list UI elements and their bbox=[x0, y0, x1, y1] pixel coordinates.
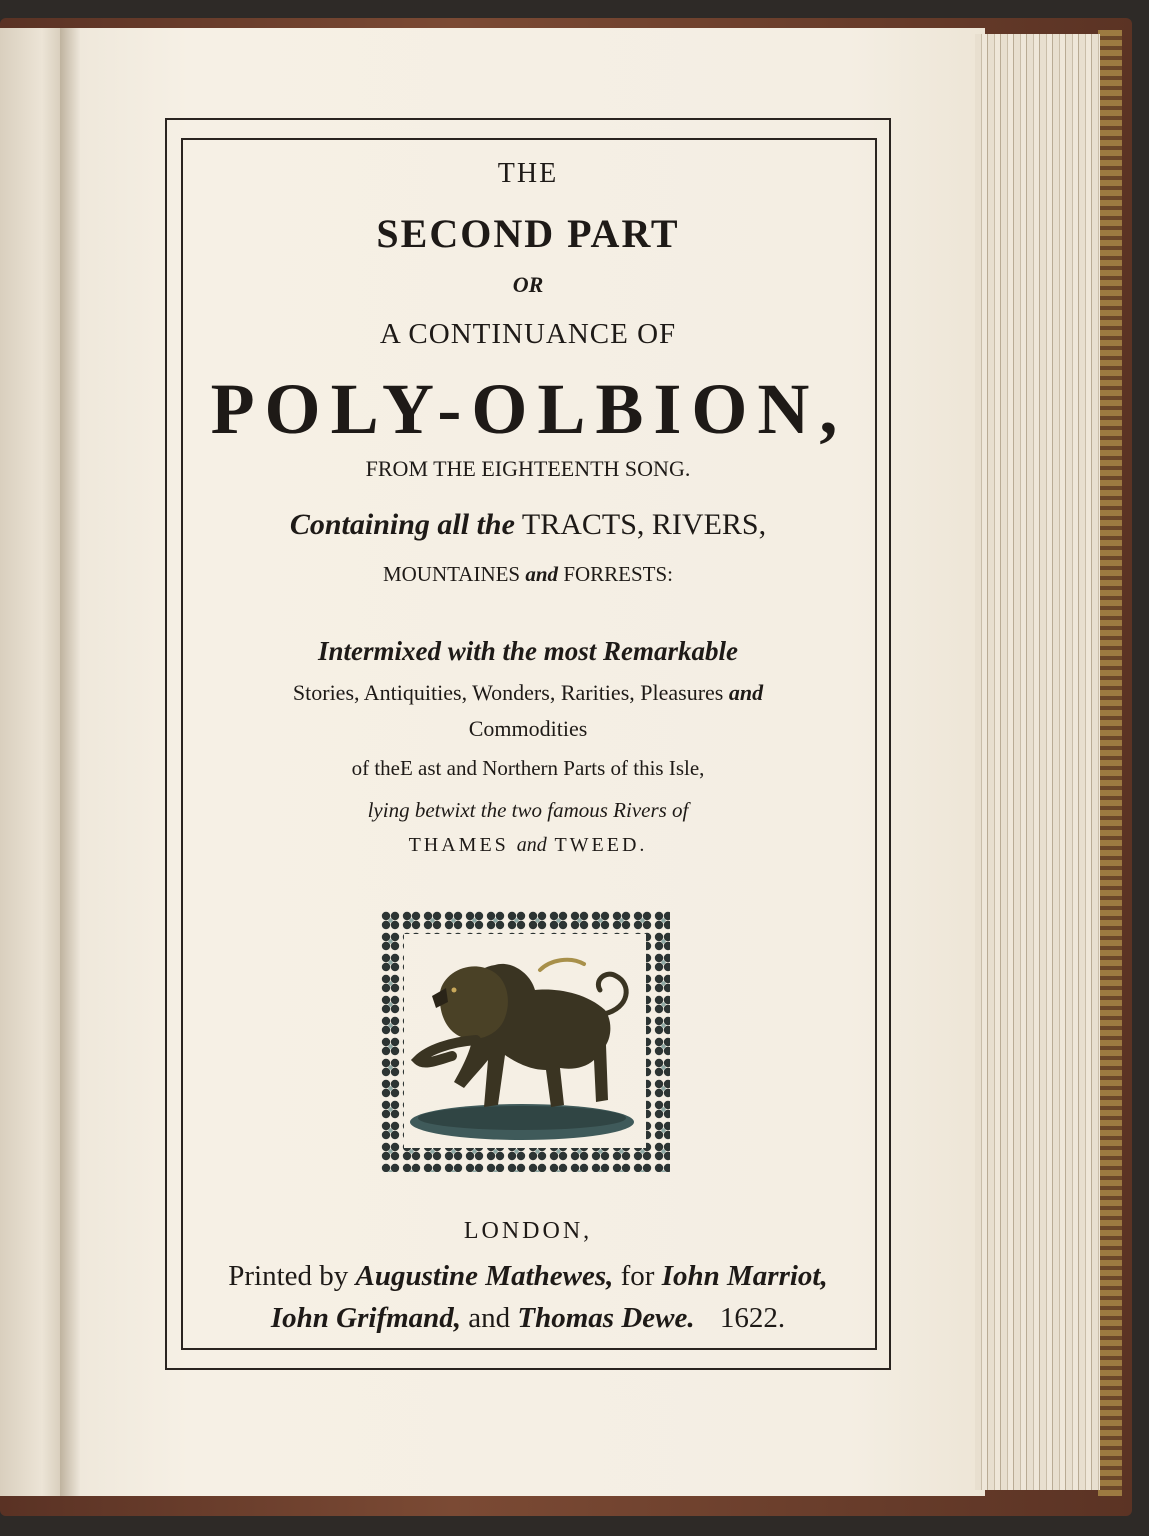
parts-line: of theE ast and Northern Parts of this Isle, bbox=[351, 756, 705, 780]
stories-text: Stories, Antiquities, Wonders, Rarities, Pleasures bbox=[292, 680, 724, 705]
containing-italic: Containing all the bbox=[289, 508, 515, 541]
rivers-line bbox=[165, 834, 891, 857]
title-second-part: SECOND PART bbox=[376, 211, 680, 256]
title-the: THE bbox=[497, 158, 559, 189]
imprint-year: 1622. bbox=[719, 1302, 786, 1334]
page-edges bbox=[975, 34, 1100, 1490]
tweed-text: TWEED. bbox=[554, 834, 648, 856]
imprint-place: LONDON, bbox=[463, 1218, 593, 1244]
containing-line bbox=[165, 508, 891, 542]
thames-text: THAMES bbox=[408, 834, 509, 856]
forrests-text: FORRESTS: bbox=[563, 562, 674, 586]
stories-line bbox=[165, 680, 891, 706]
imprint-bookseller-3: Thomas Dewe. bbox=[517, 1302, 695, 1334]
title-or: OR bbox=[512, 272, 544, 297]
lion-woodcut bbox=[380, 910, 670, 1172]
commodities-line: Commodities bbox=[468, 716, 588, 741]
mountaines-text: MOUNTAINES bbox=[382, 562, 521, 586]
imprint-bookseller-1: Iohn Marriot, bbox=[661, 1260, 828, 1292]
imprint-line-2 bbox=[165, 1302, 891, 1335]
intermixed-line: Intermixed with the most Remarkable bbox=[317, 636, 739, 666]
imprint-for: for bbox=[620, 1260, 655, 1292]
imprint-bookseller-2: Iohn Grifmand, bbox=[270, 1302, 462, 1334]
main-title: POLY-OLBION, bbox=[210, 369, 848, 449]
mountaines-and: and bbox=[525, 562, 559, 586]
imprint-printer: Augustine Mathewes, bbox=[355, 1260, 614, 1292]
title-continuance: A CONTINUANCE OF bbox=[379, 318, 677, 350]
thames-and: and bbox=[516, 834, 547, 856]
subtitle-from: FROM THE EIGHTEENTH SONG. bbox=[365, 456, 691, 481]
imprint-printed-by: Printed by bbox=[228, 1260, 349, 1292]
stories-and: and bbox=[728, 680, 764, 705]
mountaines-line bbox=[165, 562, 891, 587]
imprint-and: and bbox=[468, 1302, 511, 1334]
containing-roman: TRACTS, RIVERS, bbox=[521, 508, 767, 541]
lying-line: lying betwixt the two famous Rivers of bbox=[367, 798, 689, 822]
imprint-line-1 bbox=[165, 1260, 891, 1293]
gilt-edge bbox=[1098, 30, 1122, 1496]
